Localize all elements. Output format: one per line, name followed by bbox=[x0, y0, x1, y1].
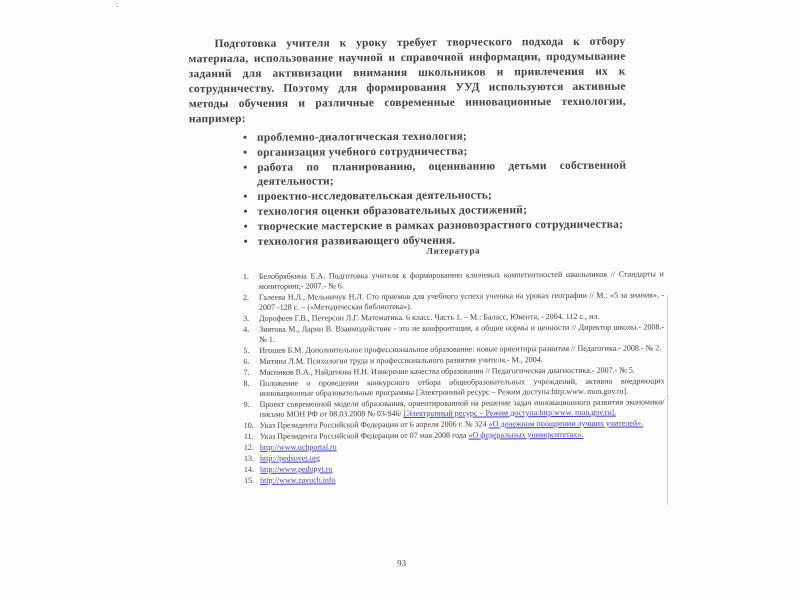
bullet-item: • творческие мастерские в рамках разновозрастного сотрудничества; bbox=[190, 218, 627, 236]
item-link[interactable]: «О денежном поощрении лучших учителей». bbox=[488, 418, 644, 429]
item-url-link[interactable]: http://www.uchportal.ru bbox=[259, 442, 337, 452]
item-number: 11. bbox=[243, 431, 254, 441]
item-number: 3. bbox=[243, 313, 250, 323]
item-number: 15. bbox=[244, 475, 255, 485]
item-text: Положение о проведении конкурсного отбора общеобразовательных учреждений, активно внедряющих инновационные образовательные программы [Электронный ресурс – Режим доступа:http:www. mon.gov.ru]. bbox=[259, 376, 665, 398]
item-number: 10. bbox=[243, 420, 254, 430]
item-number: 12. bbox=[243, 442, 254, 452]
bibliography-item bbox=[243, 269, 664, 292]
intro-paragraph: Подготовка учителя к уроку требует творческого подхода к отбору материала, использование научной и справочной информации, продумывание заданий для активизации внимания школьников и привлечения их к сотрудничеству. Поэтому для формирования УУД используются активные методы обучения и различные современные инновационные технологии, например: bbox=[188, 35, 626, 125]
item-url-link[interactable]: http://www.pedopyt.ru bbox=[260, 464, 333, 474]
bibliography-list bbox=[243, 269, 665, 486]
item-text: Митина Л.М. Психология труда и профессионального развития учителя.- М., 2004. bbox=[259, 355, 543, 366]
bibliography-item bbox=[243, 290, 664, 313]
bullet-item: • технология оценки образовательных достижений; bbox=[189, 203, 626, 221]
item-text: Игошев Б.М. Дополнительное профессиональное образование: новые ориентиры развития // Педагогика.- 2008.- № 2. bbox=[259, 343, 662, 355]
item-number: 2. bbox=[242, 292, 250, 302]
bibliography-section bbox=[243, 244, 665, 487]
item-text: Галеева Н.Л., Мельничук Н.Л. Сто приемов для учебного успеха ученика на уроках географии // М.: «5 за знания», - 2007 -128 с. – («Методическая библиотека»). bbox=[258, 290, 665, 312]
scan-edge-artifact bbox=[667, 295, 668, 505]
bibliography-item bbox=[243, 376, 664, 399]
item-url-link[interactable]: http://www.zavuch.info bbox=[260, 475, 336, 485]
item-number: 9. bbox=[243, 399, 250, 409]
bibliography-item bbox=[243, 322, 664, 345]
item-text: Зиятова М., Ларин В. Взаимодействие - это не конфронтация, а общие нормы и ценности // Директор школы.- 2008.- № 1. bbox=[259, 322, 665, 344]
intro-column bbox=[188, 35, 626, 251]
bibliography-heading: Литература bbox=[426, 245, 481, 256]
item-link[interactable]: «О федеральных университетах». bbox=[468, 429, 584, 440]
bullet-item: • организация учебного сотрудничества; bbox=[189, 143, 626, 161]
bullet-item: • проблемно-диалогическая технология; bbox=[189, 128, 626, 146]
bibliography-item bbox=[244, 397, 665, 420]
page-number: 93 bbox=[397, 557, 407, 569]
item-text: Мясников В.А., Найденова Н.Н. Измерение качества образования // Педагогическая диагностика.- 2007.- № 5. bbox=[259, 365, 635, 377]
item-text: Проект современной модели образования, ориентированной на решение задач инновационного развития экономики/ письмо МОН РФ от 08.03.2008 № 03-946/ bbox=[259, 397, 665, 419]
item-number: 4. bbox=[243, 324, 250, 334]
bullet-item: • работа по планированию, оцениванию детьми собственной деятельности; bbox=[189, 158, 626, 191]
item-number: 13. bbox=[243, 453, 254, 463]
item-text: Указ Президента Российской Федерации от 6 апреля 2006 г. № 324 bbox=[259, 419, 489, 430]
item-number: 1. bbox=[242, 271, 249, 281]
item-url-link[interactable]: http://pedsovet.org bbox=[259, 453, 321, 463]
item-number: 5. bbox=[243, 345, 250, 355]
bibliography-item bbox=[244, 473, 665, 486]
item-text: Указ Президента Российской Федерации от 07 мая 2008 года bbox=[259, 430, 469, 441]
scan-speck-artifact bbox=[116, 3, 119, 12]
item-number: 8. bbox=[243, 378, 250, 388]
item-text: Дорофеев Г.В., Петерсон Л.Г. Математика. 6 класс. Часть 1. – М.: Баласс, Ювента, - 2004. 112 с., ил. bbox=[259, 311, 600, 323]
bullet-item: • проектно-исследовательская деятельность; bbox=[189, 188, 626, 206]
item-number: 14. bbox=[244, 464, 255, 474]
bullet-item: • технология развивающего обучения. bbox=[190, 233, 627, 251]
item-link[interactable]: [Электронный ресурс – Режим доступа:http:www. mon.gov.ru]. bbox=[403, 407, 617, 418]
technology-bullet-list bbox=[189, 128, 627, 250]
item-number: 6. bbox=[243, 356, 250, 366]
item-number: 7. bbox=[243, 367, 250, 377]
item-text: Белобрябкина Е.А. Подготовка учителя к формированию ключевых компетентностей школьников // Стандарты и мониторинг,- 2007.- № 6. bbox=[258, 269, 664, 291]
